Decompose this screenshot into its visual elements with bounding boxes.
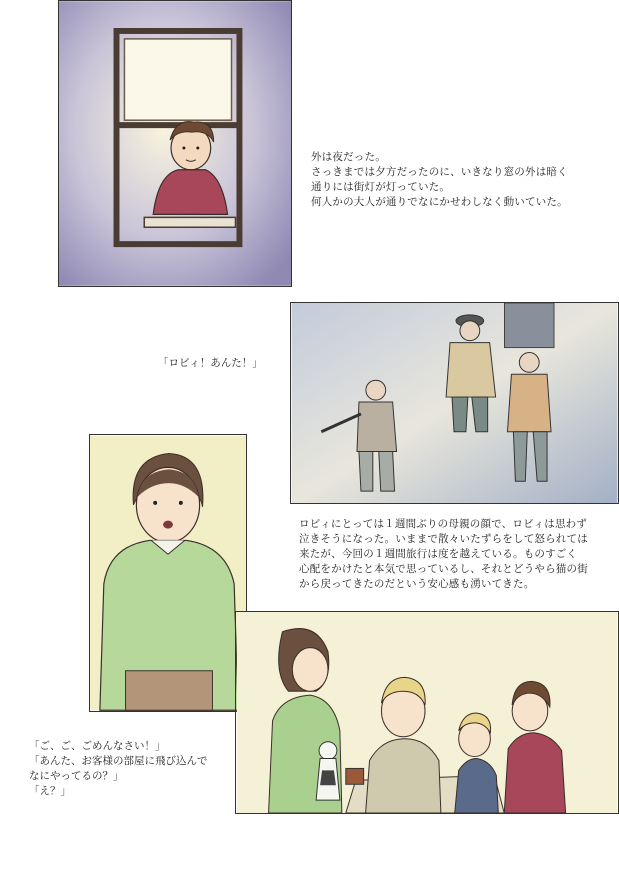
dialogue-apology-exchange: 「ご、ご、ごめんなさい！」 「あんた、お客様の部屋に飛び込んで なにやってるの？」 「え？」 [29, 740, 208, 797]
dialogue-mother-shout: 「ロビィ！あんた！」 [158, 357, 263, 369]
boy-at-window-illustration [59, 1, 291, 286]
caption-mother-reaction: ロビィにとっては１週間ぶりの母親の顔で、ロビィは思わず 泣きそうになった。いままで散々いたずらをして怒られては 来たが、今回の１週間旅行は度を越えている。ものすごく 心配をかけたと本気で思っているし、それとどうやら猫の街 から戻ってきたのだという安心感も湧いてきた。 [299, 518, 588, 590]
men-in-street-illustration [291, 303, 618, 503]
room-scene-illustration [236, 612, 618, 813]
panel-window [58, 0, 292, 287]
panel-room [235, 611, 619, 814]
panel-street [290, 302, 619, 504]
panel-mother [89, 434, 247, 712]
mother-portrait-illustration [90, 435, 246, 711]
caption-night-outside: 外は夜だった。 さっきまでは夕方だったのに、いきなり窓の外は暗く 通りには街灯が灯っていた。 何人かの大人が通りでなにかせわしなく動いていた。 [311, 151, 568, 208]
